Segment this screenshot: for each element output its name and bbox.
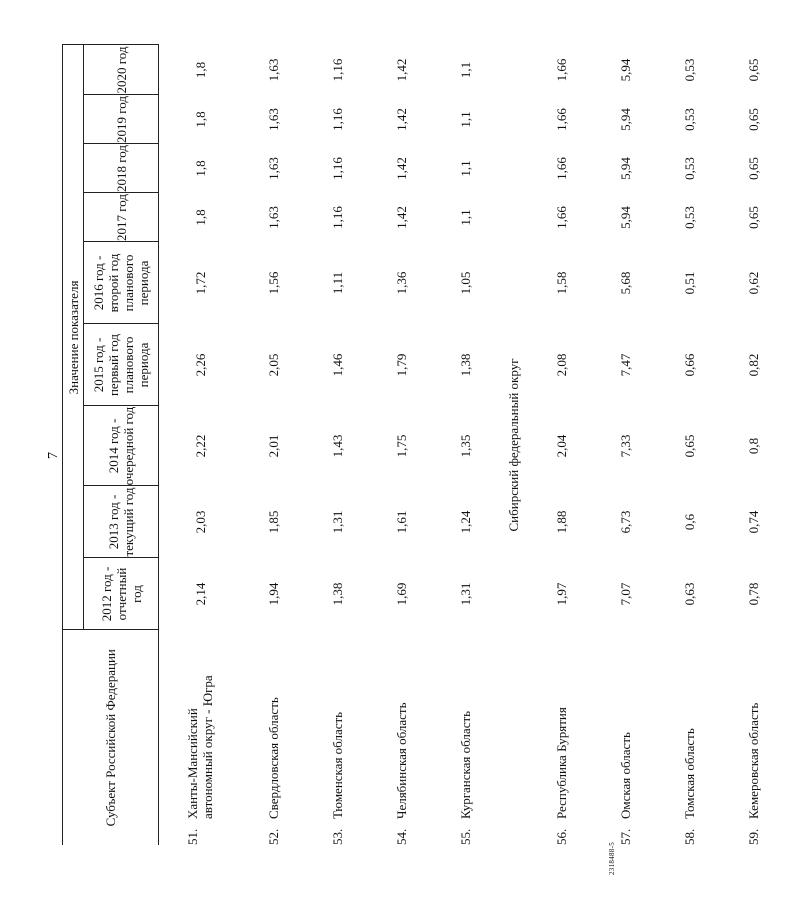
subject-cell [721, 630, 785, 845]
header-year-col: 2020 год [84, 45, 159, 95]
subject-cell [369, 630, 433, 845]
section-row [497, 45, 529, 845]
value-cell: 0,63 [681, 582, 697, 606]
subject-name: Томская область [681, 728, 697, 819]
value-cell: 1,36 [393, 271, 409, 295]
header-year-col: 2016 год - второй год планового периода [84, 242, 159, 324]
value-cell: 1,58 [553, 271, 569, 295]
subject-name: Омская область [617, 732, 633, 819]
value-cell: 0,66 [681, 353, 697, 377]
value-cell: 1,42 [393, 58, 409, 82]
value-cell: 1,1 [457, 160, 473, 177]
row-number: 58. [681, 828, 697, 845]
value-cell: 0,65 [745, 157, 761, 180]
subject-cell [657, 630, 721, 845]
value-cell: 1,46 [329, 353, 345, 377]
value-cell: 1,72 [192, 271, 208, 295]
value-cell: 1,31 [457, 582, 473, 606]
row-number: 54. [393, 828, 409, 845]
row-number: 56. [553, 828, 569, 845]
table-row [305, 45, 369, 845]
table-row [529, 45, 593, 845]
header-year-col: 2013 год - текущий год [84, 486, 159, 558]
value-cell: 2,14 [192, 582, 208, 606]
value-cell: 2,03 [192, 510, 208, 534]
header-year-col: 2019 год [84, 95, 159, 144]
value-cell: 0,65 [745, 58, 761, 82]
row-number: 53. [329, 828, 345, 845]
value-cell: 0,53 [681, 58, 697, 82]
value-cell: 1,85 [265, 510, 281, 534]
value-cell: 1,1 [457, 61, 473, 79]
value-cell: 1,61 [393, 510, 409, 534]
value-cell: 1,16 [329, 206, 345, 229]
value-cell: 1,69 [393, 582, 409, 606]
subject-name: Тюменская область [329, 711, 345, 819]
value-cell: 1,38 [329, 582, 345, 606]
value-cell: 5,94 [617, 58, 633, 82]
header-row-1 [63, 45, 84, 845]
header-year-col: 2012 год - отчетный год [84, 558, 159, 630]
subject-cell [305, 630, 369, 845]
value-cell: 0,53 [681, 157, 697, 180]
table-body-urals [159, 45, 498, 845]
value-cell: 1,16 [329, 157, 345, 180]
value-cell: 1,1 [457, 209, 473, 226]
value-cell: 2,22 [192, 434, 208, 458]
value-cell: 1,97 [553, 582, 569, 606]
row-number: 59. [745, 828, 761, 845]
value-cell: 0,78 [745, 582, 761, 606]
value-cell: 1,8 [192, 61, 208, 79]
value-cell: 1,31 [329, 510, 345, 534]
header-year-col: 2015 год - первый год планового периода [84, 324, 159, 406]
value-cell: 5,68 [617, 271, 633, 295]
value-cell: 7,33 [617, 434, 633, 458]
value-cell: 0,53 [681, 206, 697, 229]
value-cell: 1,1 [457, 111, 473, 128]
table-body-section [497, 45, 529, 845]
value-cell: 1,66 [553, 108, 569, 131]
value-cell: 1,66 [553, 206, 569, 229]
value-cell: 1,75 [393, 434, 409, 458]
subject-name: Свердловская область [265, 697, 281, 819]
value-cell: 1,16 [329, 58, 345, 82]
indicator-table [62, 44, 785, 845]
row-number: 57. [617, 828, 633, 845]
value-cell: 1,42 [393, 206, 409, 229]
value-cell: 2,05 [265, 353, 281, 377]
header-year-col: 2018 год [84, 144, 159, 193]
table-row [593, 45, 657, 845]
subject-name: Челябинская область [393, 702, 409, 819]
row-number: 51. [185, 828, 200, 845]
value-cell: 6,73 [617, 510, 633, 534]
value-cell: 1,43 [329, 434, 345, 458]
table-row [721, 45, 785, 845]
row-number: 52. [265, 828, 281, 845]
value-cell: 1,63 [265, 206, 281, 229]
value-cell: 0,74 [745, 510, 761, 534]
table-row [369, 45, 433, 845]
value-cell: 7,07 [617, 582, 633, 606]
table-row [433, 45, 497, 845]
value-cell: 1,94 [265, 582, 281, 606]
value-cell: 1,63 [265, 108, 281, 131]
value-cell: 1,66 [553, 58, 569, 82]
value-cell: 1,88 [553, 510, 569, 534]
table-body-siberia [529, 45, 785, 845]
value-cell: 1,35 [457, 434, 473, 458]
value-cell: 2,04 [553, 434, 569, 458]
value-cell: 5,94 [617, 157, 633, 180]
table-row [159, 45, 242, 845]
value-cell: 5,94 [617, 108, 633, 131]
value-cell: 0,53 [681, 108, 697, 131]
value-cell: 7,47 [617, 353, 633, 377]
subject-name: Кемеровская область [745, 702, 761, 819]
value-cell: 0,65 [745, 108, 761, 131]
value-cell: 2,08 [553, 353, 569, 377]
document-id: 2318488-5 [608, 841, 616, 875]
value-cell: 1,42 [393, 108, 409, 131]
subject-cell [241, 630, 305, 845]
value-cell: 0,65 [681, 434, 697, 458]
value-cell: 1,05 [457, 271, 473, 295]
value-cell: 1,8 [192, 209, 208, 226]
value-cell: 1,8 [192, 160, 208, 177]
table-row [657, 45, 721, 845]
header-year-col: 2017 год [84, 193, 159, 242]
value-cell: 0,65 [745, 206, 761, 229]
subject-name: Курганская область [457, 710, 473, 819]
value-cell: 2,26 [192, 353, 208, 377]
subject-cell [593, 630, 657, 845]
value-cell: 5,94 [617, 206, 633, 229]
subject-name: Республика Бурятия [553, 707, 569, 819]
table-row [241, 45, 305, 845]
subject-name: Ханты-Мансийский автономный округ - Югра [185, 675, 215, 819]
value-cell: 0,51 [681, 271, 697, 295]
value-cell: 2,01 [265, 434, 281, 458]
value-cell: 1,42 [393, 157, 409, 180]
value-cell: 1,8 [192, 111, 208, 128]
value-cell: 1,56 [265, 271, 281, 295]
value-cell: 0,6 [681, 513, 697, 531]
subject-cell [433, 630, 497, 845]
header-subject: Субъект Российской Федерации [63, 630, 159, 845]
header-indicator-value: Значение показателя [63, 45, 84, 630]
subject-cell [529, 630, 593, 845]
page-number: 7 [46, 452, 61, 459]
value-cell: 1,79 [393, 353, 409, 377]
section-title: Сибирский федеральный округ [505, 358, 521, 532]
value-cell: 1,24 [457, 510, 473, 534]
value-cell: 0,82 [745, 353, 761, 377]
value-cell: 1,16 [329, 108, 345, 131]
row-number: 55. [457, 828, 473, 845]
subject-cell [159, 630, 242, 845]
value-cell: 0,62 [745, 271, 761, 295]
value-cell: 1,63 [265, 157, 281, 180]
value-cell: 1,63 [265, 58, 281, 82]
value-cell: 1,11 [329, 271, 345, 295]
value-cell: 1,66 [553, 157, 569, 180]
header-year-col: 2014 год - очередной год [84, 406, 159, 486]
value-cell: 1,38 [457, 353, 473, 377]
value-cell: 0,8 [745, 437, 761, 455]
